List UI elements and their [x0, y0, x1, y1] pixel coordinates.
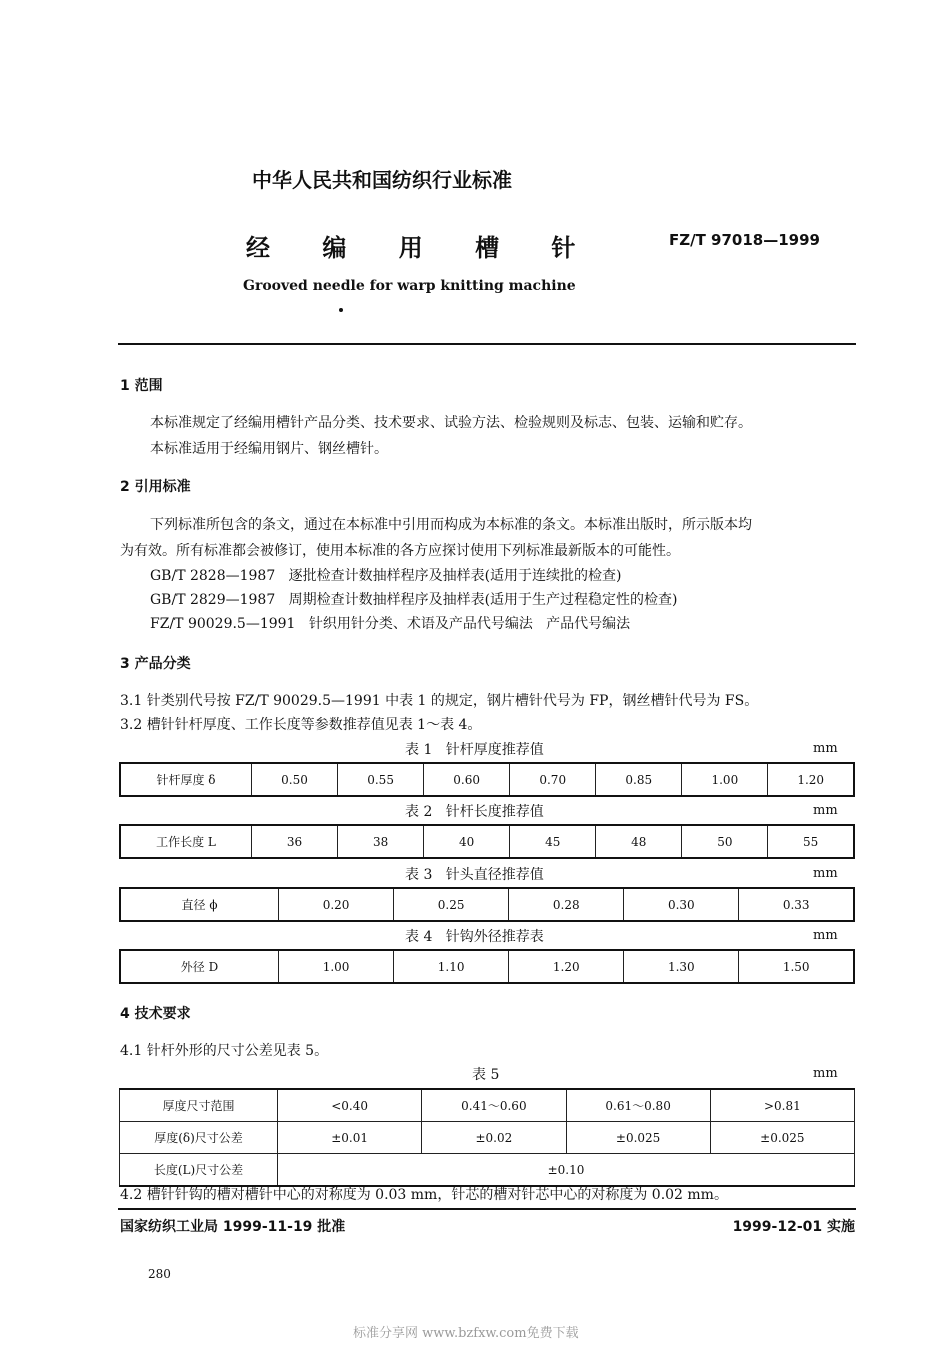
effective-date: 1999-12-01 实施: [732, 1219, 855, 1235]
table-cell: 1.20: [509, 950, 624, 983]
table-cell: 40: [424, 825, 510, 858]
table-cell: 0.28: [509, 888, 624, 921]
approval-line: 国家纺织工业局 1999-11-19 批准: [120, 1219, 346, 1235]
table-1-unit: mm: [813, 741, 838, 756]
table-cell: ±0.02: [422, 1122, 566, 1154]
table-cell: 0.85: [596, 763, 682, 796]
table-3-caption: 表 3 针头直径推荐值: [405, 867, 544, 883]
clause-3-2: 3.2 槽针针杆厚度、工作长度等参数推荐值见表 1～表 4。: [120, 717, 482, 733]
bullet-dot: [339, 308, 343, 312]
table-4-unit: mm: [813, 928, 838, 943]
table-cell: ±0.025: [566, 1122, 710, 1154]
table-row: [120, 888, 854, 921]
table-2: [119, 824, 855, 859]
section-1-para-1: 本标准规定了经编用槽针产品分类、技术要求、试验方法、检验规则及标志、包装、运输和贮存。: [150, 415, 752, 431]
table-cell: 0.61～0.80: [566, 1089, 710, 1122]
table-cell: 0.50: [252, 763, 338, 796]
table-cell: >0.81: [710, 1089, 854, 1122]
table-row: [120, 1122, 855, 1154]
section-2-para-line-1: 下列标准所包含的条文，通过在本标准中引用而构成为本标准的条文。本标准出版时，所示版本均: [150, 517, 752, 533]
section-4-heading: 4 技术要求: [120, 1006, 191, 1022]
watermark-text: 标准分享网 www.bzfxw.com免费下载: [353, 1326, 579, 1341]
table-3: [119, 887, 855, 922]
standard-code: FZ/T 97018—1999: [669, 231, 820, 249]
table-cell: 1.30: [624, 950, 739, 983]
table-2-unit: mm: [813, 803, 838, 818]
section-1-para-2: 本标准适用于经编用钢片、钢丝槽针。: [150, 441, 388, 457]
section-2-para-line-2: 为有效。所有标准都会被修订，使用本标准的各方应探讨使用下列标准最新版本的可能性。: [120, 543, 680, 559]
page-number: 280: [148, 1267, 171, 1281]
table-cell: 1.00: [279, 950, 394, 983]
table-cell: ±0.025: [710, 1122, 854, 1154]
table-row: [120, 825, 854, 858]
clause-4-2: 4.2 槽针针钩的槽对槽针中心的对称度为 0.03 mm，针芯的槽对针芯中心的对称度为 0.02 mm。: [120, 1187, 728, 1203]
table-5-row-label: 长度(L)尺寸公差: [120, 1154, 278, 1187]
table-row: [120, 1154, 855, 1187]
table-5: [119, 1088, 855, 1187]
table-cell: 38: [338, 825, 424, 858]
table-cell: 0.25: [394, 888, 509, 921]
table-cell: 50: [682, 825, 768, 858]
clause-3-1: 3.1 针类别代号按 FZ/T 90029.5—1991 中表 1 的规定，钢片槽针代号为 FP，钢丝槽针代号为 FS。: [120, 693, 759, 709]
table-3-label: 直径 ϕ: [120, 888, 279, 921]
footer-rule: [118, 1208, 856, 1210]
table-row: [120, 1089, 855, 1122]
table-cell: 0.30: [624, 888, 739, 921]
table-1-caption: 表 1 针杆厚度推荐值: [405, 742, 544, 758]
table-cell: 0.60: [424, 763, 510, 796]
table-1: [119, 762, 855, 797]
table-4-caption: 表 4 针钩外径推荐表: [405, 929, 544, 945]
doc-title: 经 编 用 槽 针: [246, 234, 598, 262]
table-cell: 1.20: [768, 763, 854, 796]
table-4-label: 外径 D: [120, 950, 279, 983]
table-cell: 1.10: [394, 950, 509, 983]
table-row: [120, 950, 854, 983]
table-cell-merged: ±0.10: [278, 1154, 855, 1187]
table-cell: 48: [596, 825, 682, 858]
table-row: [120, 763, 854, 796]
english-title: Grooved needle for warp knitting machine: [243, 278, 576, 294]
table-cell: 55: [768, 825, 854, 858]
table-4: [119, 949, 855, 984]
table-2-label: 工作长度 L: [120, 825, 252, 858]
table-5-row-label: 厚度尺寸范围: [120, 1089, 278, 1122]
section-2-heading: 2 引用标准: [120, 479, 191, 495]
table-cell: ±0.01: [278, 1122, 422, 1154]
section-1-heading: 1 范围: [120, 378, 163, 394]
table-1-label: 针杆厚度 δ: [120, 763, 252, 796]
table-3-unit: mm: [813, 866, 838, 881]
table-cell: 36: [252, 825, 338, 858]
reference-item: FZ/T 90029.5—1991 针织用针分类、术语及产品代号编法 产品代号编法: [150, 616, 631, 632]
table-cell: 1.00: [682, 763, 768, 796]
table-cell: 1.50: [739, 950, 854, 983]
reference-item: GB/T 2829—1987 周期检查计数抽样程序及抽样表(适用于生产过程稳定性的检查): [150, 592, 678, 608]
reference-item: GB/T 2828—1987 逐批检查计数抽样程序及抽样表(适用于连续批的检查): [150, 568, 622, 584]
table-cell: <0.40: [278, 1089, 422, 1122]
clause-4-1: 4.1 针杆外形的尺寸公差见表 5。: [120, 1043, 329, 1059]
table-cell: 0.20: [279, 888, 394, 921]
section-3-heading: 3 产品分类: [120, 656, 191, 672]
table-cell: 0.41～0.60: [422, 1089, 566, 1122]
table-5-row-label: 厚度(δ)尺寸公差: [120, 1122, 278, 1154]
table-5-unit: mm: [813, 1066, 838, 1081]
table-5-caption: 表 5: [472, 1067, 500, 1083]
table-cell: 0.33: [739, 888, 854, 921]
org-title: 中华人民共和国纺织行业标准: [252, 168, 512, 192]
table-cell: 0.55: [338, 763, 424, 796]
header-rule: [118, 343, 856, 345]
table-cell: 0.70: [510, 763, 596, 796]
table-cell: 45: [510, 825, 596, 858]
table-2-caption: 表 2 针杆长度推荐值: [405, 804, 544, 820]
